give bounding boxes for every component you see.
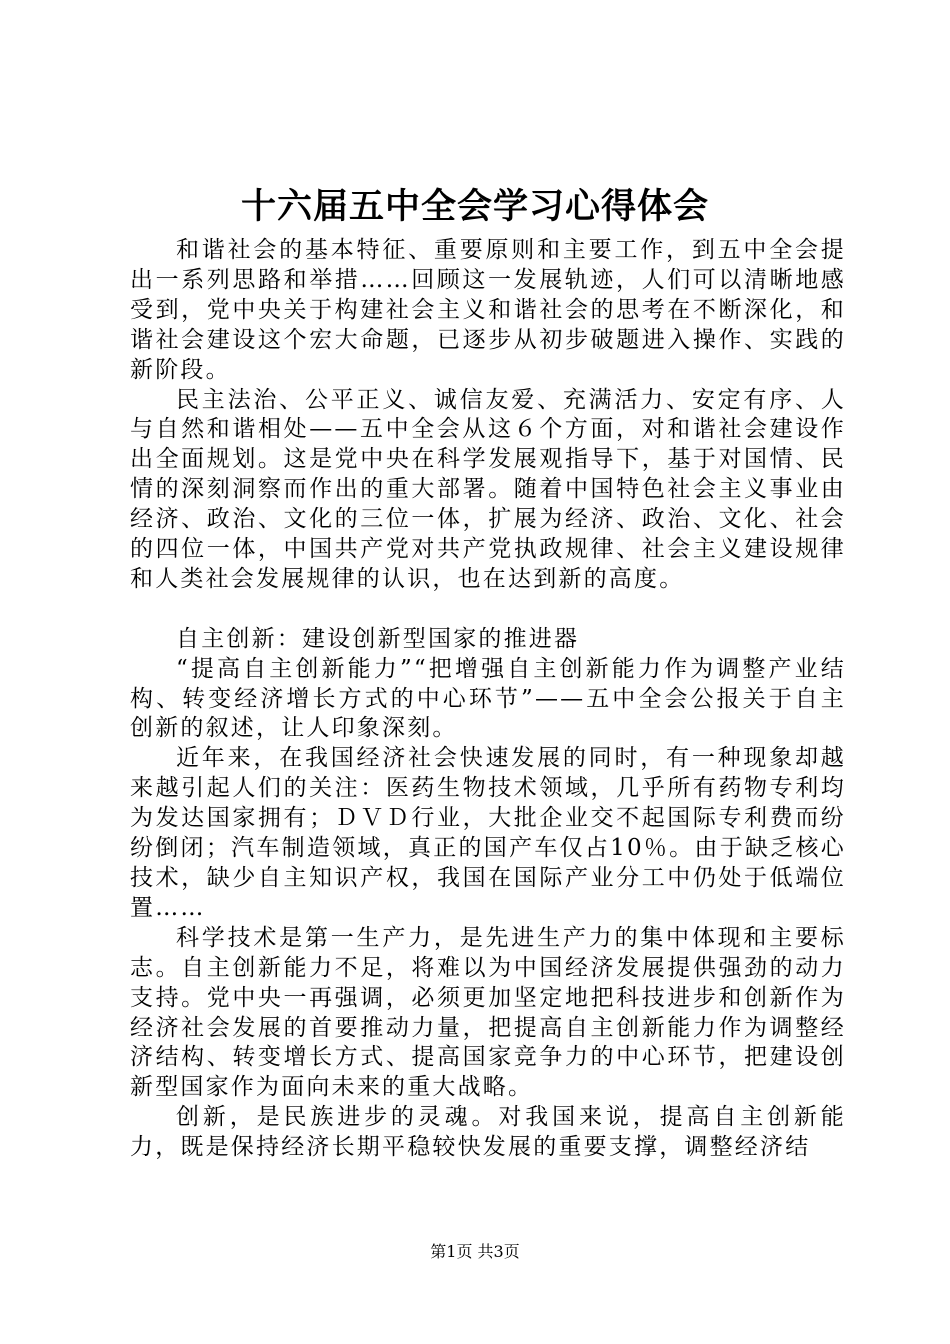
paragraph: 近年来，在我国经济社会快速发展的同时，有一种现象却越来越引起人们的关注：医药生物技术领域，几乎所有药物专利均为发达国家拥有；ＤＶＤ行业，大批企业交不起国际专利费而纷纷倒闭；汽车制造领域，真正的国产车仅占10％。由于缺乏核心技术，缺少自主知识产权，我国在国际产业分工中仍处于低端位置…… (130, 745, 846, 921)
paragraph: 科学技术是第一生产力，是先进生产力的集中体现和主要标志。自主创新能力不足，将难以为中国经济发展提供强劲的动力支持。党中央一再强调，必须更加坚定地把科技进步和创新作为经济社会发展的首要推动力量，把提高自主创新能力作为调整经济结构、转变增长方式、提高国家竞争力的中心环节，把建设创新型国家作为面向未来的重大战略。 (130, 924, 846, 1101)
section-heading: 自主创新：建设创新型国家的推进器 (176, 625, 580, 652)
paragraph: 创新，是民族进步的灵魂。对我国来说，提高自主创新能力，既是保持经济长期平稳较快发展的重要支撑，调整经济结 (130, 1104, 846, 1161)
paragraph: “提高自主创新能力”“把增强自主创新能力作为调整产业结构、转变经济增长方式的中心环节”——五中全会公报关于自主创新的叙述，让人印象深刻。 (130, 655, 846, 742)
paragraph: 和谐社会的基本特征、重要原则和主要工作，到五中全会提出一系列思路和举措……回顾这一发展轨迹，人们可以清晰地感受到，党中央关于构建社会主义和谐社会的思考在不断深化，和谐社会建设这个宏大命题，已逐步从初步破题进入操作、实践的新阶段。 (130, 237, 846, 383)
document-title: 十六届五中全会学习心得体会 (240, 186, 709, 227)
blank-line (130, 595, 846, 625)
paragraph: 民主法治、公平正义、诚信友爱、充满活力、安定有序、人与自然和谐相处——五中全会从这６个方面，对和谐社会建设作出全面规划。这是党中央在科学发展观指导下，基于对国情、民情的深刻洞察而作出的重大部署。随着中国特色社会主义事业由经济、政治、文化的三位一体，扩展为经济、政治、文化、社会的四位一体，中国共产党对共产党执政规律、社会主义建设规律和人类社会发展规律的认识，也在达到新的高度。 (130, 386, 846, 592)
page-number-footer: 第1页 共3页 (430, 1242, 520, 1261)
document-body (130, 236, 846, 1163)
